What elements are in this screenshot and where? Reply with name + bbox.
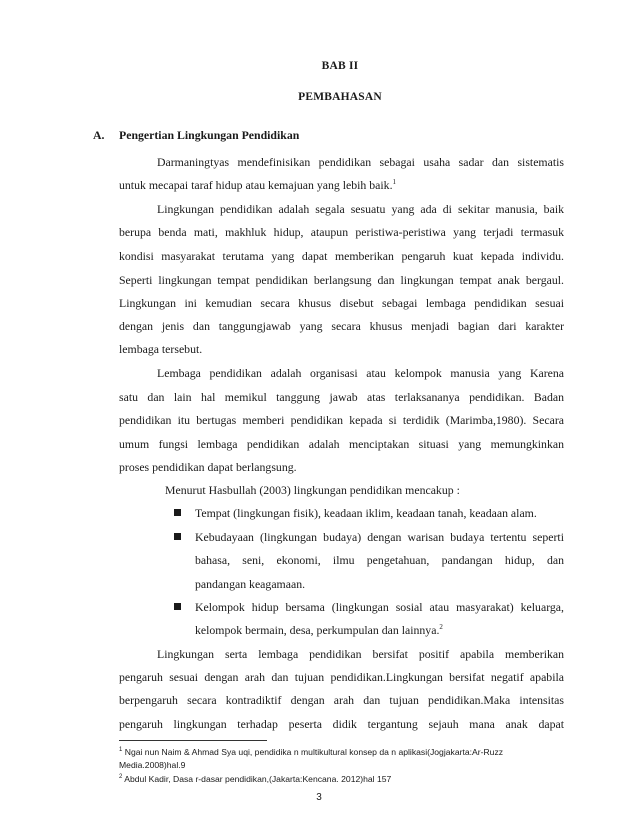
paragraph-line: proses pendidikan dapat berlangsung. <box>119 460 297 474</box>
bullet-square-icon <box>174 603 182 611</box>
footnote-separator <box>119 740 267 741</box>
paragraph-line: pengaruh sesuai dengan arah dan tujuan pendidikan.Lingkungan bersifat negatif apabila <box>119 670 564 684</box>
paragraph-text: untuk mecapai taraf hidup atau kemajuan yang lebih baik. <box>119 178 393 192</box>
bullet-text: kelompok bermain, desa, perkumpulan dan lainnya. <box>195 623 440 637</box>
footnote-ref: 1 <box>392 178 397 187</box>
footnote-number: 2 <box>119 774 123 781</box>
footnote-1-cont: Media.2008)hal.9 <box>119 760 186 770</box>
chapter-title: BAB II <box>321 60 359 72</box>
paragraph-line: berpengaruh secara kontradiktif dengan arah dan tujuan pendidikan.Maka intensitas <box>119 693 564 707</box>
bullet-square-icon <box>174 509 182 517</box>
bullet-line: Kebudayaan (lingkungan budaya) dengan warisan budaya tertentu seperti <box>195 530 564 544</box>
paragraph-line: pendidikan itu bertugas memberi pendidikan kepada si terdidik (Marimba,1980). Secara <box>119 413 564 427</box>
paragraph-line: Darmaningtyas mendefinisikan pendidikan sebagai usaha sadar dan sistematis <box>157 155 564 169</box>
section-title: PEMBAHASAN <box>298 91 382 103</box>
paragraph-line: lembaga tersebut. <box>119 342 203 356</box>
footnote-ref: 2 <box>439 623 443 632</box>
bullet-line: bahasa, seni, ekonomi, ilmu pengetahuan, pandangan hidup, dan <box>195 553 564 567</box>
footnote-number: 1 <box>119 747 123 754</box>
paragraph-line: Lingkungan pendidikan adalah segala sesuatu yang ada di sekitar manusia, baik <box>157 202 564 216</box>
paragraph-line: Lembaga pendidikan adalah organisasi atau kelompok manusia yang Karena <box>157 366 564 380</box>
paragraph-line: Seperti lingkungan tempat pendidikan berlangsung dan lingkungan tempat anak bergaul. <box>119 273 564 287</box>
footnote-1 <box>119 746 569 759</box>
bullet-line: pandangan keagamaan. <box>195 577 306 591</box>
bullet-line <box>195 622 564 638</box>
paragraph-line: Menurut Hasbullah (2003) lingkungan pendidikan mencakup : <box>165 483 460 497</box>
subsection-mark: A. <box>93 128 105 142</box>
paragraph-line <box>119 177 564 193</box>
paragraph-line: Lingkungan ini kemudian secara khusus disebut sebagai lembaga pendidikan sesuai <box>119 296 564 310</box>
page-number: 3 <box>316 792 322 803</box>
paragraph-line: pengaruh lingkungan terhadap peserta didik tergantung sejauh mana anak dapat <box>119 717 564 731</box>
bullet-square-icon <box>174 533 182 541</box>
paragraph-line: berupa benda mati, makhluk hidup, ataupun peristiwa-peristiwa yang terjadi termasuk <box>119 225 564 239</box>
subsection-title: Pengertian Lingkungan Pendidikan <box>119 128 300 142</box>
footnote-text: Abdul Kadir, Dasa r-dasar pendidikan,(Jakarta:Kencana. 2012)hal 157 <box>124 774 392 784</box>
footnote-text: Ngai nun Naim & Ahmad Sya uqi, pendidika n multikultural konsep da n aplikasi(Jogjakarta:Ar-Ruzz <box>124 747 504 757</box>
footnote-2 <box>119 773 569 786</box>
bullet-line: Kelompok hidup bersama (lingkungan sosial atau masyarakat) keluarga, <box>195 600 564 614</box>
paragraph-line: dengan jenis dan tanggungjawab yang secara khusus menjadi bagian dari karakter <box>119 319 564 333</box>
bullet-line: Tempat (lingkungan fisik), keadaan iklim, keadaan tanah, keadaan alam. <box>195 506 537 520</box>
paragraph-line: kondisi masyarakat terutama yang dapat memberikan pengaruh kuat kepada individu. <box>119 249 564 263</box>
paragraph-line: Lingkungan serta lembaga pendidikan bersifat positif apabila memberikan <box>157 647 564 661</box>
paragraph-line: umum fungsi lembaga pendidikan adalah menciptakan situasi yang memungkinkan <box>119 437 564 451</box>
paragraph-line: satu dan lain hal memikul tanggung jawab atas terlaksananya pendidikan. Badan <box>119 390 564 404</box>
